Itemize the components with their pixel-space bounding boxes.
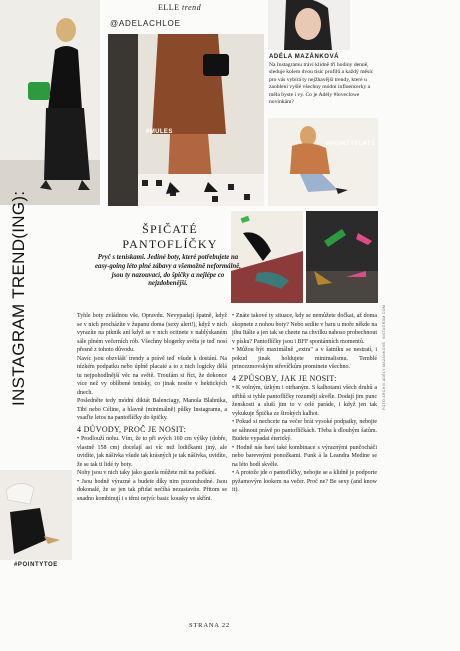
photo-pointyflats xyxy=(268,118,378,206)
paragraph: Nohy jsou v nich taky jako gazela můžete mít na počkání. xyxy=(77,470,217,476)
photo-shoes-closeup xyxy=(306,211,378,303)
photo-black-outfit xyxy=(0,0,100,205)
instagram-handle: @ADELACHLOE xyxy=(110,19,181,28)
tag-mules: #MULES xyxy=(146,129,173,135)
photo-black-outfit-art xyxy=(0,0,100,205)
paragraph: Navíc jsou obzvlášť trendy a právě teď všude k dostání. Na nízkém podpatku nebo úplně placaté a to z nich logicky dělá tu nejpohodlnější věc na světě. Troufám si říct, že dokonce více než vy oblíbené tenisky, co jinak nosíte v hektických dnech. xyxy=(77,355,227,396)
paragraph: Tyhle boty zvládnou vše. Opravdu. Nevypadají špatně, když se v nich procházíte v županu doma (sexy alert!), když v nich vyrazíte na piknik ani když se v nich ocitnete v nablýskaném sále plném večerních rób. Všechny blogerky světa je teď nosí přesně z tohoto důvodu. xyxy=(77,313,227,353)
paragraph: • K volným, úzkým i otrhaným. S kalhotami všech druhů a střihů si tyhle pantoflíčky rozumějí skvěle. Dodají jim punc ženskosti a sluší jim to v celé paráde, i když jen tak vykukuje Špička ze širokých kalhot. xyxy=(232,385,377,417)
paragraph: • Pokud si nechcete na večer brát vysoké podpatky, nebojte se sáhnout právě po pantoflíčkách. Třeba k dlouhým šatům. Budete vypadat éterický. xyxy=(232,419,377,442)
photo-pointyflats-art xyxy=(268,118,378,206)
paragraph: • Prodlouží nohu. Vím, že to při svých 160 cm výšky (dobře, vlastně 158 cm) docelají asi víc než lodičkami jiný, ale uvidíte, jak nášivka všude tak krásných je tak nášivka, uvidíte, že se tak ti lidé ty boty. xyxy=(77,436,227,468)
headline xyxy=(90,222,250,252)
photo-credits: FOTO ARCHIV ADÉLY MAZÁNKOVÉ, INSTAGRAM.COM xyxy=(382,304,386,410)
paragraph: Posledněte tedy módní diktát Balenciagy, Manola Blahnika, Tibi nebo Céline, a hlavně (minimálně) půlky Instagramu, a vsaďte letos na pantoflíčky do špičky. xyxy=(77,398,227,421)
page-number: STRANA 22 xyxy=(189,622,230,629)
author-bio: Na Instagramu tráví klidně tři hodiny denně, sleduje kolem dvou tisíc profilů a každý měsíc pro vás vybírá ty nejžhavější trendy, které u zaoblení vyšlé všechny módní influencerky a měla byste i vy. Co je Adély #loveclowe novinkám? xyxy=(269,62,374,106)
photo-mules-art xyxy=(108,34,264,206)
article-column-right xyxy=(232,312,377,495)
paragraph: • Jsou hodně výrazné a budete díky nim pozoruhodné. Jsou dokonalé, že se jen tak přidat nečíhá nezastavíte. Přitom se snadno kombinují i s těmi nejvíc basic kousky ve skříni. xyxy=(77,478,227,502)
photo-pointytoe xyxy=(0,470,72,560)
tag-pointytoe: #POINTYTOE xyxy=(14,562,58,568)
subheading-ways: 4 ZPŮSOBY, JAK JE NOSIT: xyxy=(232,373,337,383)
author-portrait-art xyxy=(268,0,350,50)
photo-mules xyxy=(108,34,264,206)
tag-pointyflats: #POINTYFLATS xyxy=(326,141,376,147)
paragraph: • Můžou být maximálně „extra" a v šatníku se nestratí, i pokud jinak holdujete minimalismu. Temblé princezmovským střevíčkům prominete všechno. xyxy=(232,347,377,370)
brand-label: ELLE xyxy=(158,3,180,12)
headline-line-1: ŠPIČATÉ xyxy=(142,222,198,236)
photo-shoes-closeup-art xyxy=(306,211,378,303)
paragraph: • A protože jde o pantoflíčky, nebojte se a klidně je podporte pyžamovým lookem na večer. Proč ne? Be sexy (and know it). xyxy=(232,470,378,493)
paragraph: • Znáte takové ty situace, kdy se nemůžete dočkat, až doma skopnete z nohou boty? Nebo sedíte v baru u moře někde na jihu Itálie a jen tak se cheete na chvilku nahoso probechnout v písku? Pantoflíčky jsou i BFF spontánních momentů. xyxy=(232,313,377,345)
subheading-reasons: 4 DŮVODY, PROČ JE NOSIT: xyxy=(77,424,187,434)
section-label: trend xyxy=(182,3,202,12)
headline-line-2: PANTOFLÍČKY xyxy=(122,237,218,251)
paragraph: • Hodně nás baví také kombinace s výraznými punčocháči nebo barevnými ponožkami. Funk á la Leandra Medine se na léto hodí skvěle. xyxy=(232,444,377,468)
author-portrait xyxy=(268,0,350,50)
photo-pointytoe-art xyxy=(0,470,72,560)
article-column-left xyxy=(77,312,227,503)
author-name: ADÉLA MAZÁNKOVÁ xyxy=(269,54,340,60)
side-title: INSTAGRAM TREND(ING): xyxy=(9,190,28,406)
lead-paragraph: Pryč s teniskami. Jediné boty, které potřebujete na easy-going léto plné zábavy a všemožně neformálně, jsou ty nazouvací, do špičky a nejlépe co nejzdobenější. xyxy=(95,254,241,288)
section-header xyxy=(158,3,201,12)
